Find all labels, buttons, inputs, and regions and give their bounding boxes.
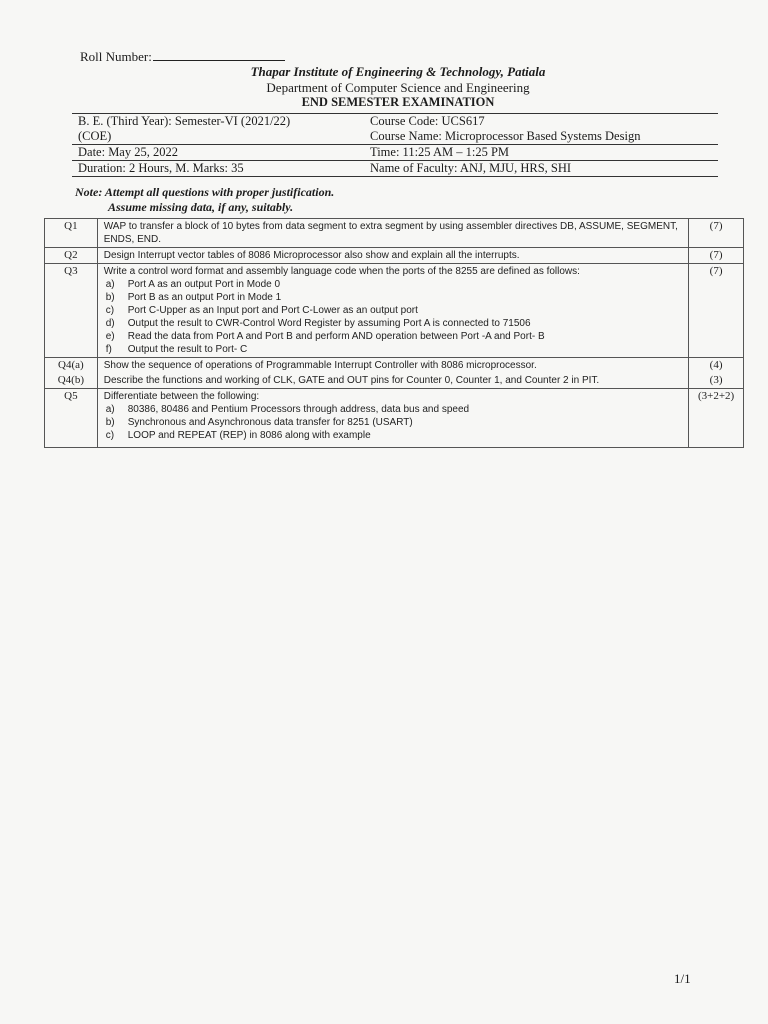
date-text: Date: May 25, 2022 (72, 145, 364, 161)
question-text: Design Interrupt vector tables of 8086 Microprocessor also show and explain all the interrupts. (103, 250, 520, 261)
roll-number-blank (153, 48, 285, 61)
question-row-q2 (45, 248, 744, 264)
sub-question-text: Output the result to CWR-Control Word Register by assuming Port A is connected to 71506 (127, 318, 531, 329)
sub-question-text: Read the data from Port A and Port B and perform AND operation between Port -A and Port- B (127, 331, 545, 342)
sub-question (104, 429, 682, 442)
sub-question-text: Port B as an output Port in Mode 1 (127, 292, 282, 303)
question-number: Q4(b) (45, 373, 98, 389)
question-row-q4b (45, 373, 744, 389)
course-name-text: Course Name: Microprocessor Based Systems Design (370, 129, 641, 143)
sub-question (104, 278, 682, 291)
sub-question (104, 403, 682, 416)
sub-question-label: b) (105, 292, 115, 303)
question-marks: (7) (689, 264, 744, 358)
sub-question (104, 330, 682, 343)
note-line-1: Note: Attempt all questions with proper justification. (75, 185, 335, 199)
instructions-note (75, 185, 334, 215)
sub-question-label: a) (105, 404, 115, 415)
question-number: Q5 (45, 389, 98, 448)
question-text: Differentiate between the following: (103, 391, 260, 402)
question-number: Q4(a) (45, 358, 98, 374)
branch-text: (COE) (78, 129, 112, 143)
question-marks: (7) (689, 248, 744, 264)
sub-question-text: Synchronous and Asynchronous data transfer for 8251 (USART) (127, 417, 413, 428)
question-marks: (4) (689, 358, 744, 374)
sub-question-text: 80386, 80486 and Pentium Processors through address, data bus and speed (127, 404, 470, 415)
question-row-q5 (45, 389, 744, 448)
question-row-q1 (45, 219, 744, 248)
question-text: Describe the functions and working of CLK, GATE and OUT pins for Counter 0, Counter 1, and Counter 2 in PIT. (103, 375, 600, 386)
sub-question-label: c) (105, 305, 115, 316)
program-text: B. E. (Third Year): Semester-VI (2021/22) (72, 114, 364, 130)
question-number: Q1 (45, 219, 98, 248)
time-text: Time: 11:25 AM – 1:25 PM (364, 145, 718, 161)
sub-question-label: b) (105, 417, 115, 428)
question-text: WAP to transfer a block of 10 bytes from data segment to extra segment by using assembler directives DB, ASSUME, SEGMENT, ENDS, END. (103, 221, 678, 245)
question-number: Q2 (45, 248, 98, 264)
sub-question (104, 343, 682, 356)
question-row-q3 (45, 264, 744, 358)
duration-text: Duration: 2 Hours, M. Marks: 35 (72, 161, 364, 177)
sub-question-text: Output the result to Port- C (127, 344, 248, 355)
question-marks: (7) (689, 219, 744, 248)
faculty-text: Name of Faculty: ANJ, MJU, HRS, SHI (364, 161, 718, 177)
sub-question-label: d) (105, 318, 115, 329)
page-number: 1/1 (674, 971, 691, 986)
roll-number-field (80, 48, 285, 65)
sub-question (104, 416, 682, 429)
sub-question (104, 304, 682, 317)
sub-question-text: Port A as an output Port in Mode 0 (127, 279, 281, 290)
roll-number-label: Roll Number: (80, 49, 152, 64)
question-text: Write a control word format and assembly language code when the ports of the 8255 are defined as follows: (103, 266, 580, 277)
exam-title: END SEMESTER EXAMINATION (301, 95, 495, 109)
question-text: Show the sequence of operations of Programmable Interrupt Controller with 8086 microprocessor. (103, 360, 537, 371)
note-line-2: Assume missing data, if any, suitably. (108, 200, 294, 214)
sub-question-label: f) (105, 344, 112, 355)
sub-question (104, 291, 682, 304)
sub-question-label: a) (105, 279, 115, 290)
sub-question-text: Port C-Upper as an Input port and Port C-Lower as an output port (127, 305, 418, 316)
exam-info-table (72, 113, 718, 177)
question-row-q4a (45, 358, 744, 374)
question-number: Q3 (45, 264, 98, 358)
institute-name: Thapar Institute of Engineering & Technology, Patiala (250, 64, 546, 79)
question-marks: (3+2+2) (689, 389, 744, 448)
question-marks: (3) (689, 373, 744, 389)
department-name: Department of Computer Science and Engineering (266, 80, 530, 95)
sub-question-label: e) (105, 331, 115, 342)
questions-table (44, 218, 744, 448)
sub-question-text: LOOP and REPEAT (REP) in 8086 along with example (127, 430, 371, 441)
course-code-text: Course Code: UCS617 (364, 114, 718, 130)
sub-question-label: c) (105, 430, 115, 441)
sub-question (104, 317, 682, 330)
